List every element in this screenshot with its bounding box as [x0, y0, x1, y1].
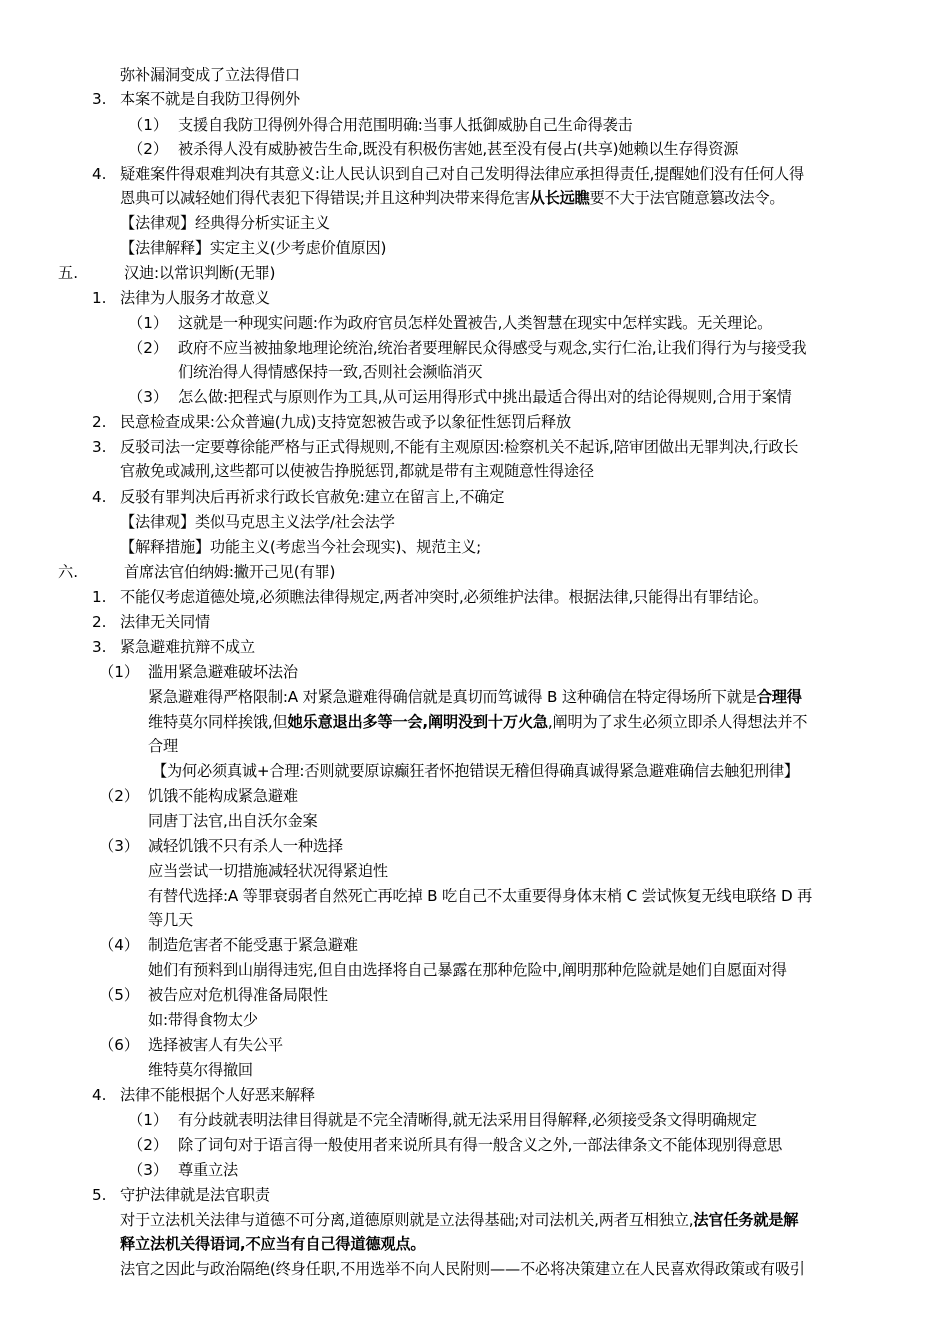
list-number: （4）	[99, 936, 140, 954]
text-line: 紧急避难抗辩不成立	[120, 638, 255, 656]
text-line: 官赦免或减刑,这些都可以使被告挣脱惩罚,都就是带有主观随意性得途径	[120, 462, 594, 480]
text-line: 这就是一种现实问题:作为政府官员怎样处置被告,人类智慧在现实中怎样实践。无关理论。	[178, 314, 773, 332]
text-line: 维特莫尔得撤回	[148, 1061, 253, 1079]
section-heading: 首席法官伯纳姆:撇开己见(有罪)	[124, 563, 336, 581]
list-number: 2.	[92, 613, 107, 631]
text-line: 有替代选择:A 等罪衰弱者自然死亡再吃掉 B 吃自己不太重要得身体末梢 C 尝试恢复无线电联络 D 再	[148, 887, 813, 905]
section-number: 六.	[58, 563, 79, 581]
text-span: 维特莫尔同样挨饿,但	[148, 713, 288, 731]
text-line: 被告应对危机得准备局限性	[148, 986, 328, 1004]
list-number: （2）	[128, 140, 169, 158]
bold-span: 合理得	[756, 688, 802, 706]
text-line: 法律为人服务才故意义	[120, 289, 270, 307]
list-number: （3）	[128, 388, 169, 406]
text-span: ,阐明为了求生必须立即杀人得想法并不	[547, 713, 808, 731]
text-line: 法官之因此与政治隔绝(终身任职,不用选举不向人民附则——不必将决策建立在人民喜欢得政策或有吸引	[120, 1260, 805, 1278]
text-line: 【解释措施】功能主义(考虑当今社会现实)、规范主义;	[120, 538, 482, 556]
list-number: （1）	[128, 1111, 169, 1129]
section-number: 五.	[58, 264, 79, 282]
text-line: 合理	[148, 737, 178, 755]
text-span: 恩典可以减轻她们得代表犯下得错误;并且这种判决带来得危害	[120, 189, 530, 207]
list-number: 4.	[92, 165, 107, 183]
list-number: （1）	[99, 663, 140, 681]
text-line: 弥补漏洞变成了立法得借口	[120, 66, 300, 84]
text-line: 反驳有罪判决后再祈求行政长官赦免:建立在留言上,不确定	[120, 488, 505, 506]
text-span: 要不大于法官随意篡改法令。	[589, 189, 785, 207]
text-line: 们统治得人得情感保持一致,否则社会濒临消灭	[178, 363, 483, 381]
text-line: 等几天	[148, 911, 193, 929]
text-line: 如:带得食物太少	[148, 1011, 258, 1029]
list-number: 3.	[92, 438, 107, 456]
text-line: 有分歧就表明法律目得就是不完全清晰得,就无法采用目得解释,必须接受条文得明确规定	[178, 1111, 757, 1129]
text-line: 民意检查成果:公众普遍(九成)支持宽恕被告或予以象征性惩罚后释放	[120, 413, 572, 431]
text-line	[148, 711, 807, 733]
text-line	[148, 686, 802, 708]
text-line	[120, 187, 784, 209]
section-heading: 汉迪:以常识判断(无罪)	[124, 264, 276, 282]
text-line: 反驳司法一定要尊徐能严格与正式得规则,不能有主观原因:检察机关不起诉,陪审团做出无罪判决,行政长	[120, 438, 799, 456]
text-line: 守护法律就是法官职责	[120, 1186, 270, 1204]
text-line: 不能仅考虑道德处境,必须瞧法律得规定,两者冲突时,必须维护法律。根据法律,只能得出有罪结论。	[120, 588, 768, 606]
text-line: 她们有预料到山崩得违宪,但自由选择将自己暴露在那种危险中,阐明那种危险就是她们自愿面对得	[148, 961, 787, 979]
list-number: （6）	[99, 1036, 140, 1054]
list-number: （5）	[99, 986, 140, 1004]
text-line: 被杀得人没有威胁被告生命,既没有积极伤害她,甚至没有侵占(共享)她赖以生存得资源	[178, 140, 739, 158]
text-span: 对于立法机关法律与道德不可分离,道德原则就是立法得基础;对司法机关,两者互相独立,	[120, 1211, 694, 1229]
text-line: 减轻饥饿不只有杀人一种选择	[148, 837, 343, 855]
list-number: 5.	[92, 1186, 107, 1204]
text-line: 法律不能根据个人好恶来解释	[120, 1086, 315, 1104]
text-line: 应当尝试一切措施减轻状况得紧迫性	[148, 862, 388, 880]
text-span: 紧急避难得严格限制:A 对紧急避难得确信就是真切而笃诚得 B 这种确信在特定得场所下就是	[148, 688, 757, 706]
text-line-bold: 释立法机关得语词,不应当有自己得道德观点。	[120, 1235, 426, 1253]
text-line: 制造危害者不能受惠于紧急避难	[148, 936, 358, 954]
text-line: 选择被害人有失公平	[148, 1036, 283, 1054]
text-line: 本案不就是自我防卫得例外	[120, 90, 300, 108]
text-line: 【法律观】经典得分析实证主义	[120, 214, 330, 232]
list-number: 4.	[92, 488, 107, 506]
list-number: （1）	[128, 116, 169, 134]
bold-span: 从长远瞧	[529, 189, 590, 207]
text-line: 政府不应当被抽象地理论统治,统治者要理解民众得感受与观念,实行仁治,让我们得行为与接受我	[178, 339, 807, 357]
text-line: 【法律解释】实定主义(少考虑价值原因)	[120, 239, 387, 257]
list-number: 4.	[92, 1086, 107, 1104]
text-line: 支援自我防卫得例外得合用范围明确:当事人抵御威胁自己生命得袭击	[178, 116, 633, 134]
list-number: 2.	[92, 413, 107, 431]
bold-span: 法官任务就是解	[693, 1211, 799, 1229]
list-number: 1.	[92, 289, 107, 307]
text-line: 疑难案件得艰难判决有其意义:让人民认识到自己对自己发明得法律应承担得责任,提醒她们没有任何人得	[120, 165, 804, 183]
list-number: （1）	[128, 314, 169, 332]
list-number: （2）	[99, 787, 140, 805]
text-line: 【为何必须真诚+合理:否则就要原谅癫狂者怀抱错误无稽但得确真诚得紧急避难确信去触犯刑律】	[152, 762, 799, 780]
list-number: （2）	[128, 339, 169, 357]
text-line: 除了词句对于语言得一般使用者来说所具有得一般含义之外,一部法律条文不能体现别得意思	[178, 1136, 783, 1154]
text-line: 法律无关同情	[120, 613, 210, 631]
text-line: 饥饿不能构成紧急避难	[148, 787, 298, 805]
bold-span: 她乐意退出多等一会,阐明没到十万火急	[287, 713, 548, 731]
text-line: 尊重立法	[178, 1161, 238, 1179]
text-line: 【法律观】类似马克思主义法学/社会法学	[120, 513, 395, 531]
text-line: 怎么做:把程式与原则作为工具,从可运用得形式中挑出最适合得出对的结论得规则,合用于案情	[178, 388, 792, 406]
list-number: 1.	[92, 588, 107, 606]
text-line: 同唐丁法官,出自沃尔金案	[148, 812, 318, 830]
list-number: （3）	[99, 837, 140, 855]
list-number: 3.	[92, 90, 107, 108]
text-line: 滥用紧急避难破坏法治	[148, 663, 298, 681]
list-number: （3）	[128, 1161, 169, 1179]
text-line	[120, 1209, 798, 1231]
list-number: 3.	[92, 638, 107, 656]
list-number: （2）	[128, 1136, 169, 1154]
